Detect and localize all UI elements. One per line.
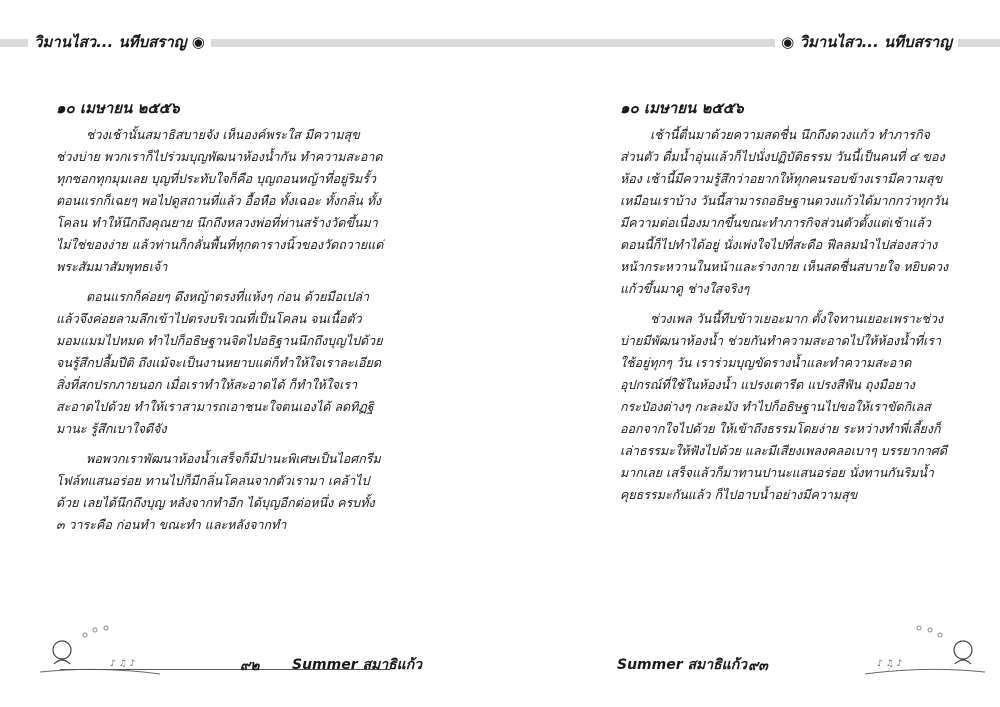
- paragraph: เช้านี้ตื่นมาด้วยความสดชื่น นึกถึงดวงแก้ว ทำภารกิจส่วนตัว ดื่มน้ำอุ่นแล้วก็ไปนั่งปฏิบัติธรรม วันนี้เป็นคนที่ ๔ ของห้อง เช้านี้มีความรู้สึกว่าอยากให้ทุกคนรอบข้างเรามีความสุขเหมือนเราบ้าง วันนี้สามารถอธิษฐานดวงแก้วได้มากกว่าทุกวัน มีความต่อเนื่องมากขึ้นขณะทำภารกิจส่วนตัวตั้งแต่เช้าแล้ว ตอนนี้ก็ไปทำได้อยู่ นั่งเพ่งใจไปที่สะดือ ฟีลลมนำไปส่องสว่างหน้ากระหวานในหน้าและร่างกาย เห็นสดชื่นสบายใจ หยิบดวงแก้วขึ้นมาดู ช่างใสจริงๆ: [620, 127, 949, 296]
- body-text: [56, 124, 384, 544]
- paragraph: ช่วงเช้านั้นสมาธิสบายจัง เห็นองค์พระใส มีความสุข ช่วงบ่าย พวกเราก็ไปร่วมบุญพัฒนาห้องน้ำกัน ทำความสะอาดทุกซอกทุกมุมเลย บุญที่ประทับใจก็คือ บุญถอนหญ้าที่อยู่ริมรั้ว ตอนแรกก็เฉยๆ พอไปดูสถานที่แล้ว อื้อหือ ทั้งเฉอะ ทั้งกลิ่น ทั้งโคลน ทำให้นึกถึงคุณยาย นึกถึงหลวงพ่อที่ท่านสร้างวัดขึ้นมาไม่ใช่ของง่าย แล้วท่านก็กลั่นพื้นที่ทุกตารางนิ้วของวัดถวายแด่พระสัมมาสัมพุทธเจ้า: [56, 127, 384, 274]
- paragraph: ช่วงเพล วันนี้ทีบข้าวเยอะมาก ตั้งใจทานเยอะเพราะช่วงบ่ายมีพัฒนาห้องน้ำ ช่วยกันทำความสะอาดไปให้ห้องน้ำที่เราใช้อยู่ทุกๆ วัน เราร่วมบุญขัดรางน้ำและทำความสะอาดอุปกรณ์ที่ใช้ในห้องน้ำ แปรงเตารีด แปรงสีฟัน ถุงมือยาง กระป๋องต่างๆ กะละมัง ทำไปก็อธิษฐานไปขอให้เราขัดกิเลสออกจากใจไปด้วย ให้เข้าถึงธรรมโดยง่าย ระหว่างทำพี่เลี้ยงก็เล่าธรรมะให้ฟังไปด้วย และมีเสียงเพลงคลอเบาๆ บรรยากาศดีมากเลย เสร็จแล้วก็มาทานปานะแสนอร่อย นั่งทานกันริมน้ำ คุยธรรมะกันแล้ว ก็ไปอาบน้ำอย่างมีความสุข: [620, 311, 947, 502]
- page-number: ๙๒: [240, 658, 260, 674]
- running-header: ◉ วิมานไสว... นทีบสราญ: [775, 32, 958, 52]
- running-header: วิมานไสว... นทีบสราญ ◉: [28, 32, 211, 52]
- entry-date: ๑๐ เมษายน ๒๕๕๖: [620, 99, 744, 117]
- cartoon-figure-decoration: [865, 620, 985, 680]
- svg-text:♪ ♫ ♪: ♪ ♫ ♪: [877, 659, 903, 669]
- right-page: [500, 0, 1000, 707]
- body-text: [620, 124, 950, 514]
- cartoon-figure-decoration: [40, 620, 160, 680]
- footer-title: Summer สมาธิแก้ว: [292, 657, 423, 673]
- entry-date: ๑๐ เมษายน ๒๕๕๖: [56, 99, 180, 117]
- page-number: ๙๓: [748, 658, 768, 674]
- paragraph: ตอนแรกก็ค่อยๆ ดึงหญ้าตรงที่แห้งๆ ก่อน ด้วยมือเปล่า แล้วจึงค่อยลามลึกเข้าไปตรงบริเวณที่เป็นโคลน จนเนื้อตัวมอมแมมไปหมด ทำไปก็อธิษฐานจิตไปอธิฐานนึกถึงบุญไปด้วย จนรู้สึกปลื้มปีติ ถึงแม้จะเป็นงานหยาบแต่ก็ทำให้ใจเราละเอียด สิ่งที่สกปรกภายนอก เมื่อเราทำให้สะอาดได้ ก็ทำให้ใจเราสะอาดไปด้วย ทำให้เราสามารถเอาชนะใจตนเองได้ ลดทิฏฐิมานะ รู้สึกเบาใจดีจัง: [56, 289, 383, 436]
- paragraph: พอพวกเราพัฒนาห้องน้ำเสร็จก็มีปานะพิเศษเป็นไอศกรีมโฟล์ทแสนอร่อย ทานไปก็มีกลิ่นโคลนจากตัวเรามา เคล้าไปด้วย เลยได้นึกถึงบุญ หลังจากทำอีก ได้บุญอีกต่อหนึ่ง ครบทั้ง ๓ วาระคือ ก่อนทำ ขณะทำ และหลังจากทำ: [56, 451, 381, 532]
- footer-title: Summer สมาธิแก้ว: [617, 657, 748, 673]
- svg-text:♪ ♫ ♪: ♪ ♫ ♪: [110, 659, 136, 669]
